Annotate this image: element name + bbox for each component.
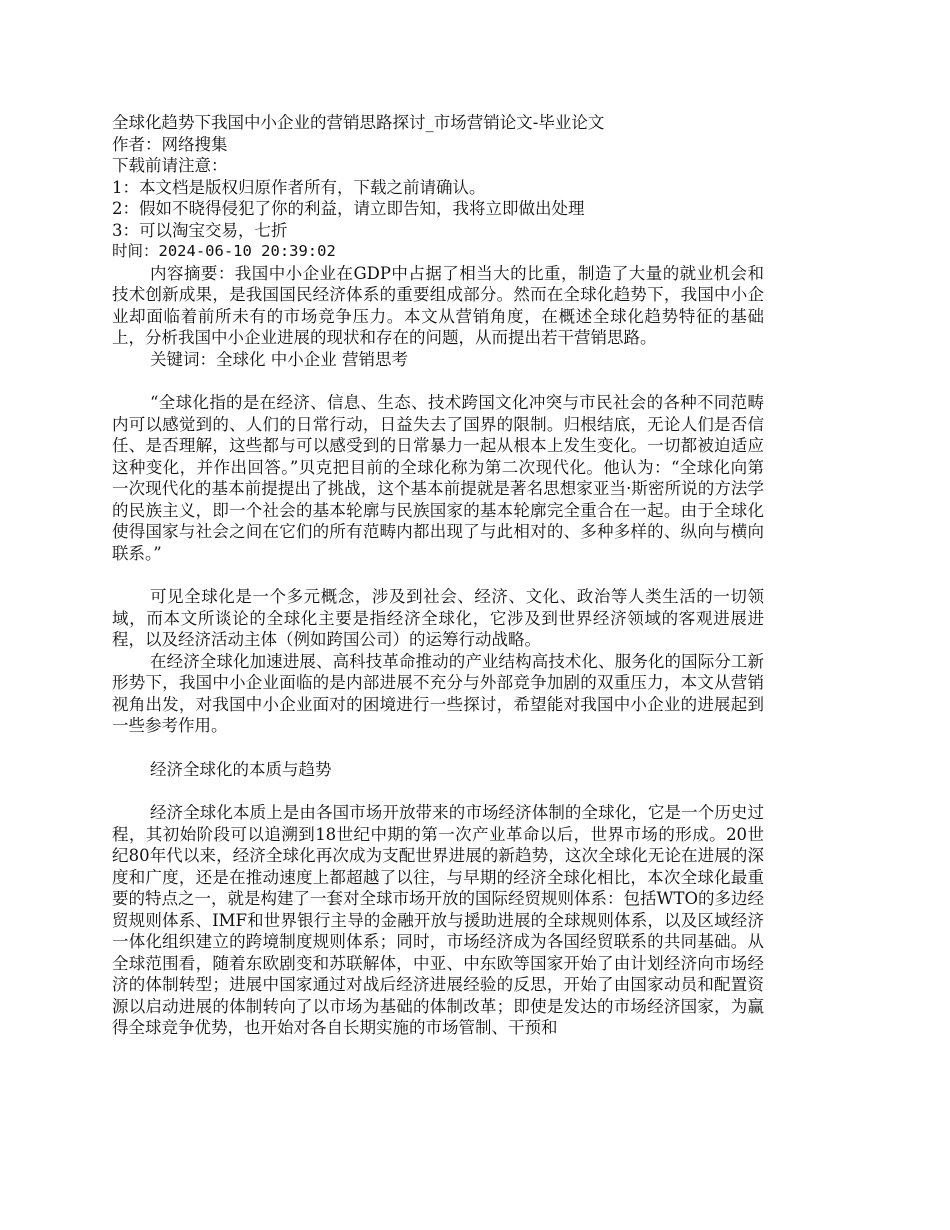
notice-item: 2：假如不晓得侵犯了你的利益，请立即告知，我将立即做出处理 (112, 199, 585, 218)
notice-item: 1：本文档是版权归原作者所有，下载之前请确认。 (112, 177, 486, 197)
body-paragraph-quote: “全球化指的是在经济、信息、生态、技术跨国文化冲突与市民社会的各种不同范畴内可以感觉到的、人们的日常行动，日益失去了国界的限制。归根结底，无论人们是否信任、是否理解，这些都与可以感受到的日常暴力一起从根本上发生变化。一切都被迫适应这种变化，并作出回答。”贝克把目前的全球化称为第二次现代化。他认为：“全球化向第一次现代化的基本前提提出了挑战，这个基本前提就是著名思想家亚当·斯密所说的方法学的民族主义，即一个社会的基本轮廓与民族国家的基本轮廓完全重合在一起。由于全球化使得国家与社会之间在它们的所有范畴内都出现了与此相对的、多种多样的、纵向与横向联系。” (112, 393, 764, 563)
spacer (112, 780, 764, 802)
abstract-paragraph: 内容摘要：我国中小企业在GDP中占据了相当大的比重，制造了大量的就业机会和技术创新成果，是我国国民经济体系的重要组成部分。然而在全球化趋势下，我国中小企业却面临着前所未有的市场竞争压力。本文从营销角度，在概述全球化趋势特征的基础上，分析我国中小企业进展的现状和存在的问题，从而提出若干营销思路。 (112, 263, 764, 347)
spacer (112, 737, 764, 759)
notice-item: 3：可以淘宝交易，七折 (112, 220, 288, 240)
author-line: 作者：网络搜集 (112, 134, 228, 154)
section-heading: 经济全球化的本质与趋势 (150, 759, 332, 779)
document-title: 全球化趋势下我国中小企业的营销思路探讨_市场营销论文-毕业论文 (112, 113, 605, 132)
spacer (112, 370, 764, 392)
body-paragraph: 在经济全球化加速进展、高科技革命推动的产业结构高技术化、服务化的国际分工新形势下，我国中小企业面临的是内部进展不充分与外部竞争加剧的双重压力，本文从营销视角出发，对我国中小企业面对的困境进行一些探讨，希望能对我国中小企业的进展起到一些参考作用。 (112, 651, 764, 735)
section-paragraph: 经济全球化本质上是由各国市场开放带来的市场经济体制的全球化，它是一个历史过程，其初始阶段可以追溯到18世纪中期的第一次产业革命以后，世界市场的形成。20世纪80年代以来，经济全球化再次成为支配世界进展的新趋势，这次全球化无论在进展的深度和广度，还是在推动速度上都超越了以往，与早期的经济全球化相比，本次全球化最重要的特点之一，就是构建了一套对全球市场开放的国际经贸规则体系：包括WTO的多边经贸规则体系、IMF和世界银行主导的金融开放与援助进展的全球规则体系，以及区域经济一体化组织建立的跨境制度规则体系；同时，市场经济成为各国经贸联系的共同基础。从全球范围看，随着东欧剧变和苏联解体，中亚、中东欧等国家开始了由计划经济向市场经济的体制转型；进展中国家通过对战后经济进展经验的反思，开始了由国家动员和配置资源以启动进展的体制转向了以市场为基础的体制改革；即使是发达的市场经济国家，为赢得全球竞争优势，也开始对各自长期实施的市场管制、干预和 (112, 803, 764, 1037)
keywords-line: 关键词：全球化 中小企业 营销思考 (150, 349, 408, 369)
notice-heading: 下载前请注意： (112, 156, 228, 175)
body-paragraph: 可见全球化是一个多元概念，涉及到社会、经济、文化、政治等人类生活的一切领域，而本文所谈论的全球化主要是指经济全球化，它涉及到世界经济领域的客观进展进程，以及经济活动主体（例如跨国公司）的运筹行动战略。 (112, 587, 764, 649)
timestamp-line: 时间：2024-06-10 20:39:02 (112, 242, 336, 260)
document-page (112, 112, 764, 1039)
spacer (112, 564, 764, 586)
